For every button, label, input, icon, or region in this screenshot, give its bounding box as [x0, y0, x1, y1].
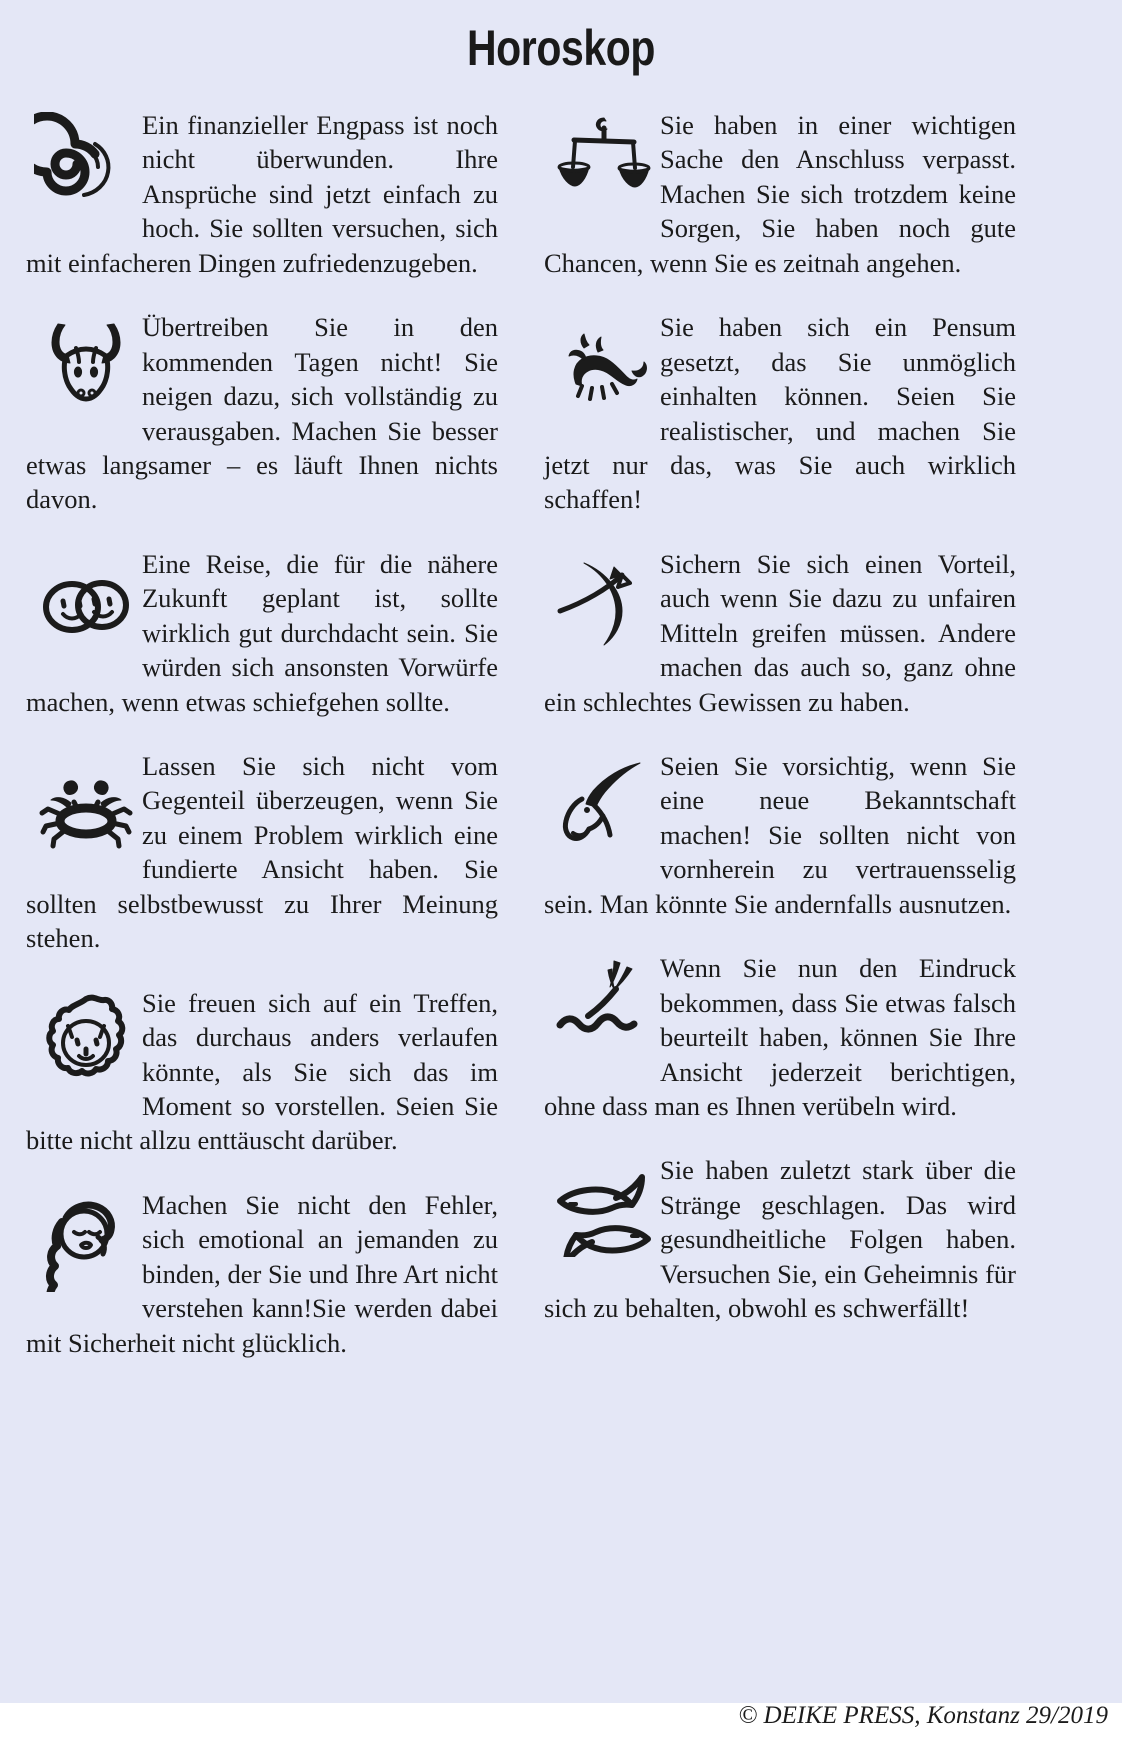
- aries-ram-spiral-icon: [34, 112, 138, 212]
- horoscope-text: Seien Sie vorsichtig, wenn Sie eine neue Bekanntschaft machen! Sie sollten nicht von vornherein zu vertrauensselig sein. Man könnte Sie andernfalls ausnutzen.: [544, 751, 1016, 919]
- horoscope-entry-libra: [544, 108, 1016, 280]
- horoscope-text: Machen Sie nicht den Fehler, sich emotional an jemanden zu binden, der Sie und Ihre Art nicht verstehen kann!Sie werden dabei mit Sicherheit nicht glücklich.: [26, 1189, 498, 1358]
- horoscope-entry-gemini: [26, 547, 498, 719]
- horoscope-entry-leo: [26, 986, 498, 1158]
- horoscope-text: Lassen Sie sich nicht vom Gegenteil überzeugen, wenn Sie zu einem Problem wirklich eine fundierte Ansicht haben. Sie sollten selbstbewusst zu Ihrer Meinung stehen.: [26, 751, 498, 954]
- column-right: [544, 108, 1016, 1360]
- taurus-bull-head-icon: [34, 314, 138, 414]
- horoscope-text: Sie haben zuletzt stark über die Stränge geschlagen. Das wird gesundheitliche Folgen haben. Versuchen Sie, ein Geheimnis für sich zu behalten, obwohl es schwerfällt!: [544, 1155, 1016, 1324]
- horoscope-text: Sie haben in einer wichtigen Sache den Anschluss verpasst. Machen Sie sich trotzdem keine Sorgen, Sie haben noch gute Chancen, wenn Sie es zeitnah angehen.: [544, 110, 1016, 278]
- horoscope-entry-aries: [26, 108, 498, 280]
- sagittarius-bow-arrow-icon: [552, 551, 656, 651]
- horoscope-entry-capricorn: [544, 749, 1016, 921]
- column-left: [26, 108, 498, 1360]
- horoscope-entry-scorpio: [544, 310, 1016, 517]
- gemini-two-faces-icon: [34, 551, 138, 651]
- virgo-woman-face-icon: [34, 1192, 138, 1292]
- horoscope-text: Wenn Sie nun den Eindruck bekommen, dass Sie etwas falsch beurteilt haben, können Sie Ihre Ansicht jederzeit berichtigen, ohne dass man es Ihnen verübeln wird.: [544, 953, 1016, 1121]
- horoscope-text: Ein finanzieller Engpass ist noch nicht überwunden. Ihre Ansprüche sind jetzt einfach zu hoch. Sie sollten versuchen, sich mit einfacheren Dingen zufriedenzugeben.: [26, 110, 498, 278]
- horoscope-entry-taurus: [26, 310, 498, 517]
- page-title: Horoskop: [466, 20, 656, 76]
- copyright-credit: © DEIKE PRESS, Konstanz 29/2019: [738, 1702, 1108, 1729]
- libra-scales-icon: [552, 112, 656, 212]
- capricorn-goat-head-icon: [552, 753, 656, 853]
- horoscope-text: Sie freuen sich auf ein Treffen, das durchaus anders verlaufen könnte, als Sie sich das im Moment so vorstellen. Seien Sie bitte nicht allzu enttäuscht darüber.: [26, 987, 498, 1156]
- footer-bar: [0, 1703, 1122, 1739]
- horoscope-text: Sie haben sich ein Pensum gesetzt, das Sie unmöglich einhalten können. Seien Sie realistischer, und machen Sie jetzt nur das, was Sie auch wirklich schaffen!: [544, 312, 1016, 515]
- horoscope-text: Eine Reise, die für die nähere Zukunft geplant ist, sollte wirklich gut durchdacht sein. Sie würden sich ansonsten Vorwürfe machen, wenn etwas schiefgehen sollte.: [26, 548, 498, 717]
- horoscope-text: Übertreiben Sie in den kommenden Tagen nicht! Sie neigen dazu, sich vollständig zu verausgaben. Machen Sie besser etwas langsamer – es läuft Ihnen nichts davon.: [26, 312, 498, 515]
- horoscope-text: Sichern Sie sich einen Vorteil, auch wenn Sie dazu zu unfairen Mitteln greifen müssen. Andere machen das auch so, ganz ohne ein schlechtes Gewissen zu haben.: [544, 548, 1016, 717]
- pisces-two-fish-icon: [552, 1157, 656, 1257]
- horoscope-entry-pisces: [544, 1153, 1016, 1325]
- aquarius-water-waves-icon: [552, 955, 656, 1055]
- cancer-crab-icon: [34, 753, 138, 853]
- horoscope-entry-cancer: [26, 749, 498, 956]
- horoscope-columns: [0, 108, 1122, 1360]
- horoscope-entry-virgo: [26, 1188, 498, 1360]
- horoscope-entry-aquarius: [544, 951, 1016, 1123]
- leo-lion-head-icon: [34, 990, 138, 1090]
- horoscope-entry-sagittarius: [544, 547, 1016, 719]
- scorpio-scorpion-icon: [552, 314, 656, 414]
